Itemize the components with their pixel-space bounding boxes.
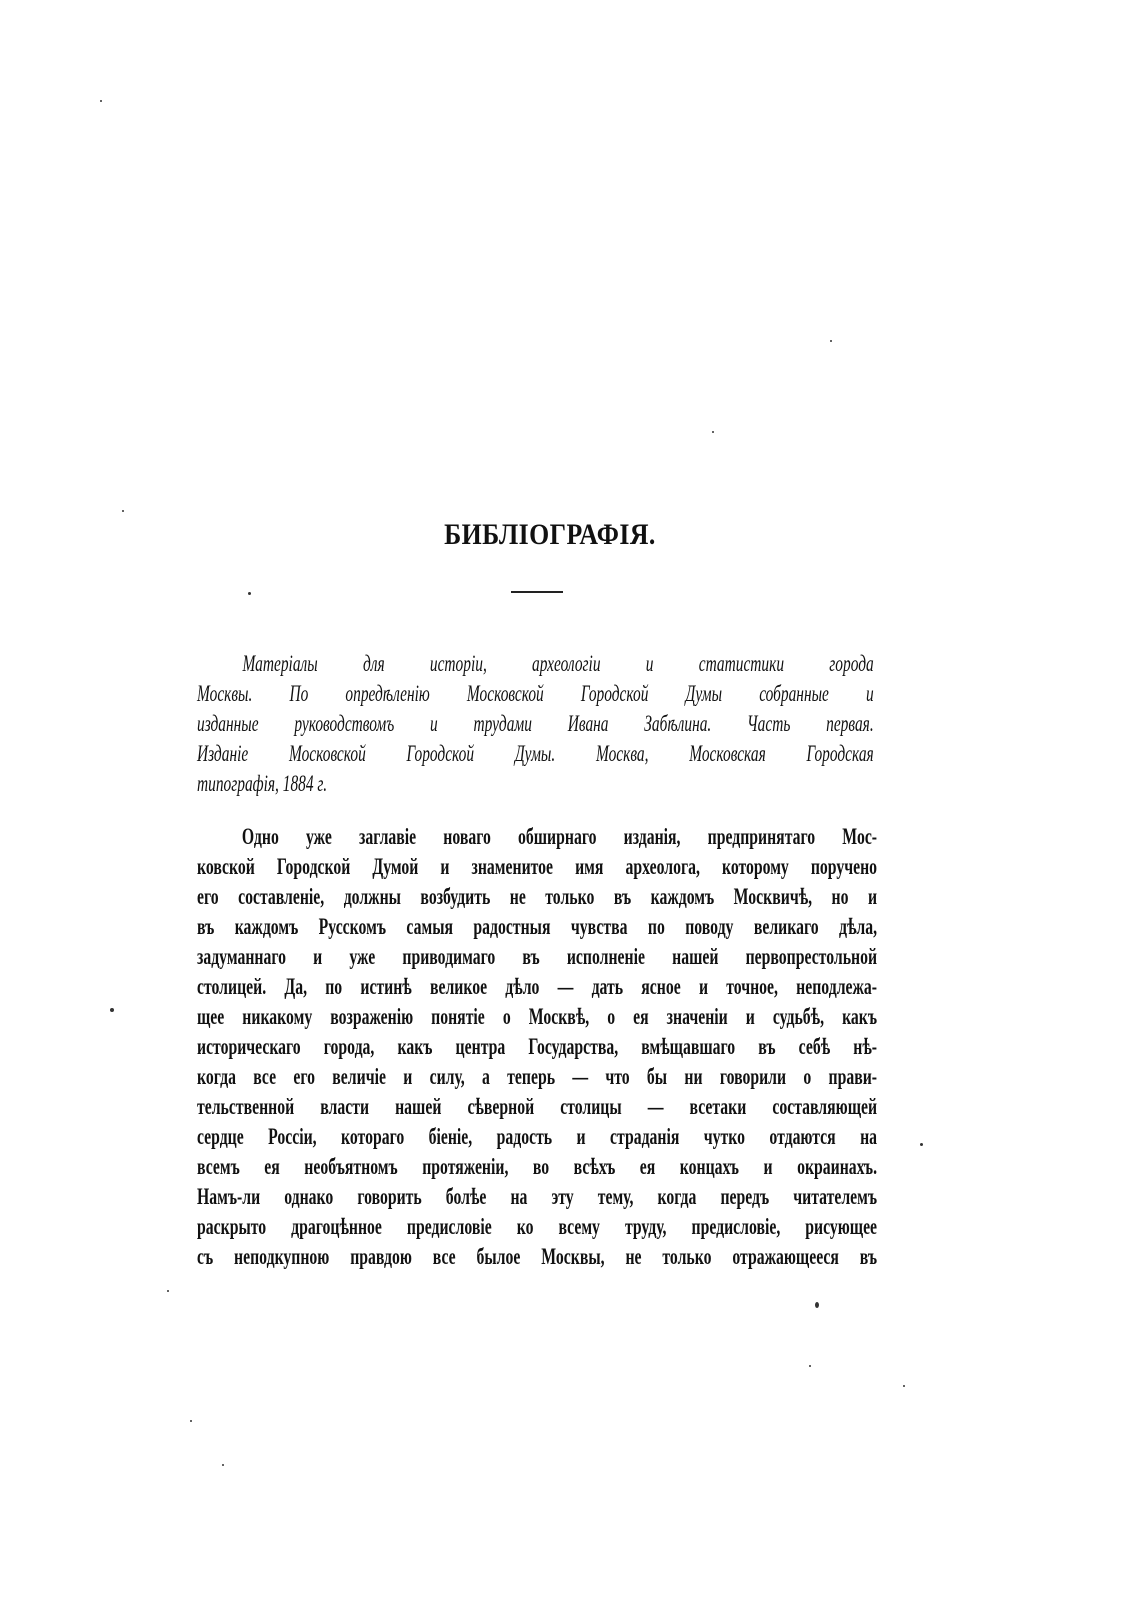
body-line: ковской Городской Думой и знаменитое имя археолога, которому поручено — [197, 854, 878, 880]
body-line: сердце Россіи, котораго біеніе, радость и страданія чутко отдаются на — [197, 1124, 878, 1150]
body-line: въ каждомъ Русскомъ самыя радостныя чувства по поводу великаго дѣла, — [197, 914, 878, 940]
scan-speck — [830, 340, 832, 342]
scan-speck — [100, 100, 102, 102]
page-title: БИБЛІОГРАФІЯ. — [444, 518, 656, 551]
bibliographic-citation — [197, 649, 874, 799]
body-paragraph — [197, 822, 877, 1272]
body-line: историческаго города, какъ центра Государства, вмѣщавшаго въ себѣ нѣ- — [197, 1034, 878, 1060]
body-line: съ неподкупною правдою все былое Москвы, не только отражающееся въ — [197, 1244, 878, 1270]
scan-speck — [190, 1420, 192, 1422]
citation-line: типографія, 1884 г. — [197, 771, 328, 796]
citation-line: Москвы. По опредѣленію Московской Городской Думы собранные и — [197, 681, 874, 706]
body-line: Намъ-ли однако говорить болѣе на эту тему, когда передъ читателемъ — [197, 1184, 878, 1210]
citation-line: изданные руководствомъ и трудами Ивана Забѣлина. Часть первая. — [197, 711, 874, 736]
body-line: Одно уже заглавіе новаго обширнаго изданія, предпринятаго Мос- — [241, 824, 878, 850]
body-line: его составленіе, должны возбудить не только въ каждомъ Москвичѣ, но и — [197, 884, 878, 910]
body-line: когда все его величіе и силу, а теперь — что бы ни говорили о прави- — [197, 1064, 878, 1090]
body-line: тельственной власти нашей сѣверной столицы — всетаки составляющей — [197, 1094, 878, 1120]
body-line: всемъ ея необъятномъ протяженіи, во всѣхъ ея концахъ и окраинахъ. — [197, 1154, 878, 1180]
body-line: щее никакому возраженію понятіе о Москвѣ, о ея значеніи и судьбѣ, какъ — [197, 1004, 878, 1030]
scan-speck — [110, 1008, 114, 1012]
scan-speck — [809, 1365, 811, 1367]
citation-line: Матеріалы для исторіи, археологіи и статистики города — [242, 651, 874, 676]
scan-speck — [920, 1143, 923, 1146]
scan-speck — [122, 510, 124, 512]
body-line: раскрыто драгоцѣнное предисловіе ко всему труду, предисловіе, рисующее — [197, 1214, 878, 1240]
body-line: задуманнаго и уже приводимаго въ исполненіе нашей первопрестольной — [197, 944, 878, 970]
body-line: столицей. Да, по истинѣ великое дѣло — дать ясное и точное, неподлежа- — [197, 974, 878, 1000]
title-divider — [511, 591, 563, 593]
scan-speck — [167, 1290, 169, 1292]
citation-line: Изданіе Московской Городской Думы. Москва, Московская Городская — [197, 741, 874, 766]
scan-speck — [248, 592, 251, 595]
scan-speck — [903, 1385, 905, 1387]
scan-speck — [222, 1464, 224, 1466]
scan-speck — [815, 1302, 819, 1308]
scan-speck — [712, 431, 714, 433]
